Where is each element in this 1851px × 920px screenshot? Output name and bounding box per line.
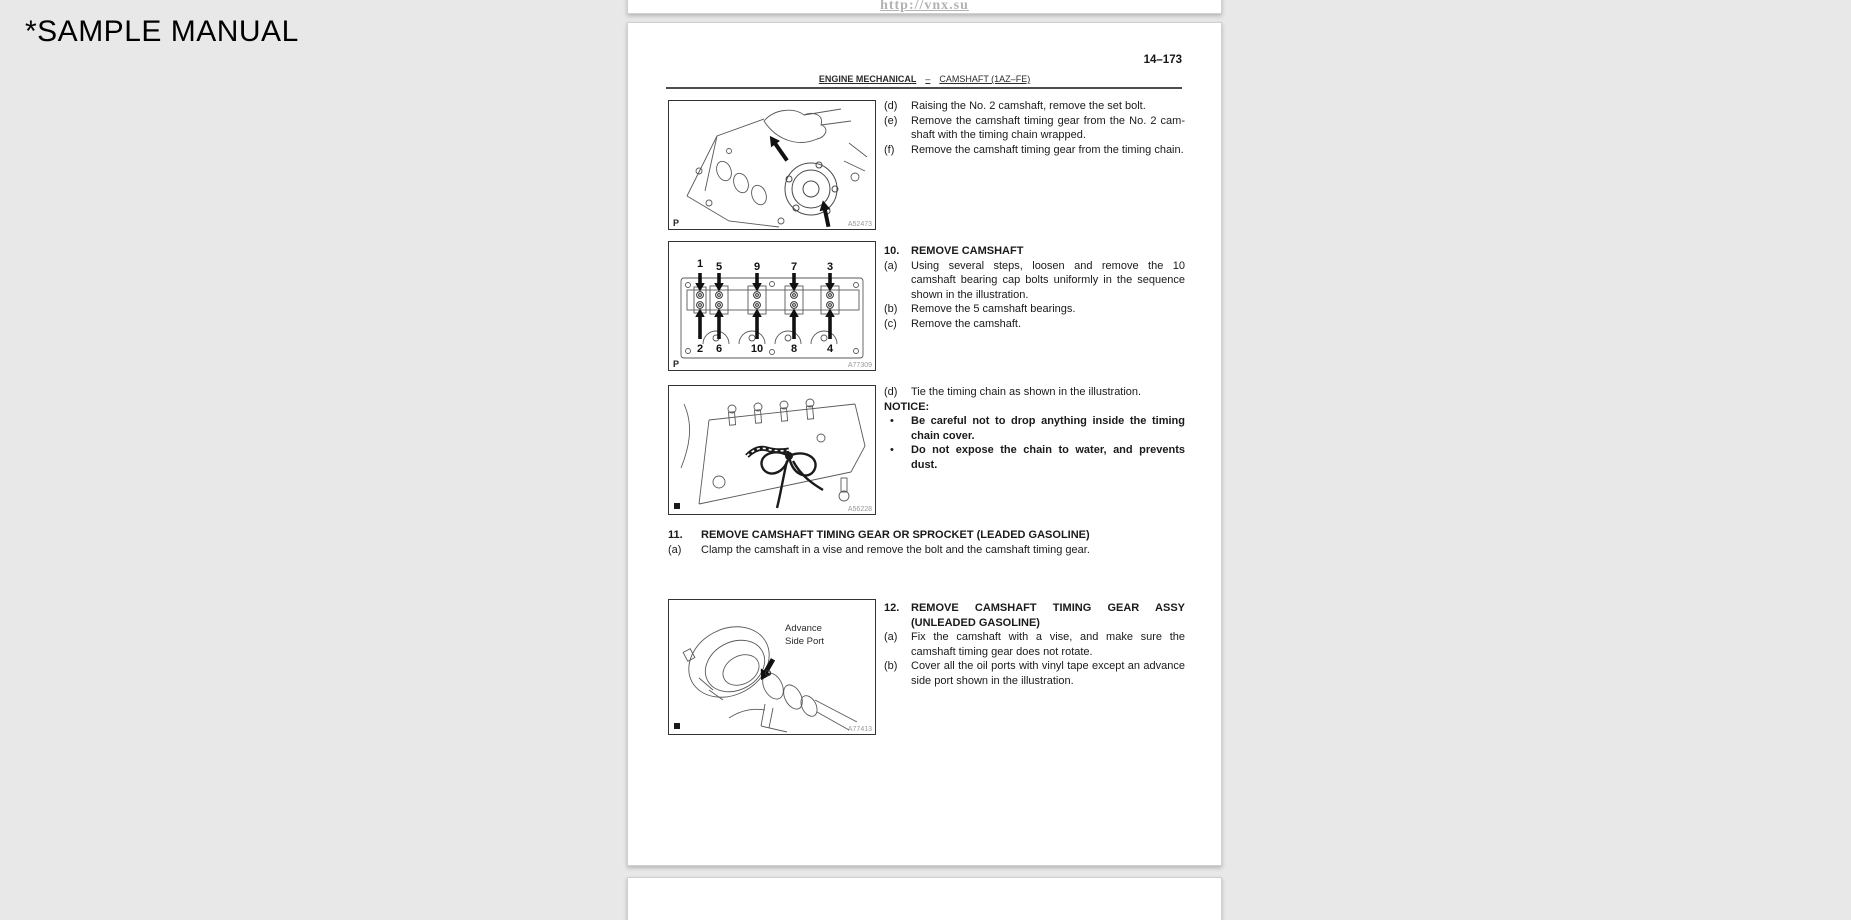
step-item — [884, 659, 1185, 688]
cap-bolts — [697, 292, 834, 309]
step-number: 10. — [884, 245, 900, 257]
step-marker: (e) — [884, 114, 898, 127]
step-text: Remove the camshaft. — [911, 317, 1022, 330]
step-title-line1: REMOVE CAMSHAFT TIMING GEAR ASSY — [911, 602, 1185, 614]
step-marker: (a) — [668, 543, 682, 556]
step-title-line2: (UNLEADED GASOLINE) — [911, 616, 1040, 629]
svg-text:10: 10 — [750, 343, 764, 355]
removal-steps-block — [884, 99, 1185, 157]
step-text: Remove the camshaft timing gear from the No. 2 cam-shaft with the timing chain wrapped. — [911, 114, 1185, 142]
head-outline — [681, 278, 863, 358]
step-marker: (f) — [884, 143, 895, 156]
arrow-icon — [765, 133, 834, 228]
step-text: Raising the No. 2 camshaft, remove the set bolt. — [911, 100, 1146, 112]
step-item — [668, 543, 1185, 558]
step-text: Remove the camshaft timing gear from the timing chain. — [911, 143, 1184, 156]
notice-item — [884, 414, 1185, 443]
step-text: Fix the camshaft with a vise, and make sure the camshaft timing gear does not rotate. — [911, 631, 1185, 658]
timing-gear-drawing — [669, 600, 875, 734]
step-title: REMOVE CAMSHAFT — [911, 245, 1024, 257]
step-title: REMOVE CAMSHAFT TIMING GEAR OR SPROCKET (LEADED GASOLINE) — [701, 529, 1090, 541]
bullet-marker: • — [890, 415, 894, 428]
step-number: 12. — [884, 602, 900, 614]
figure-timing-gear — [668, 599, 876, 735]
tie-chain-block — [884, 385, 1185, 473]
step10-block — [884, 244, 1185, 332]
figure-code: A56228 — [847, 506, 872, 513]
step-heading — [668, 528, 1185, 543]
step-item — [884, 302, 1185, 317]
advance-port-callout — [785, 623, 824, 647]
bullet-marker: • — [890, 444, 894, 457]
figure-raise-camshaft — [668, 100, 876, 230]
step-item — [884, 143, 1185, 158]
notice-item — [884, 443, 1185, 472]
step-marker: (d) — [884, 386, 898, 398]
step-text: Using several steps, loosen and remove the 10 camshaft bearing cap bolts uniformly in the sequence shown in the illustration. — [911, 259, 1185, 301]
svg-text:8: 8 — [790, 343, 798, 355]
engine-line-drawing — [669, 101, 875, 229]
engine-outline — [687, 109, 867, 227]
step-item — [884, 385, 1185, 400]
step-marker: (a) — [884, 259, 898, 272]
step-marker: (a) — [884, 631, 898, 644]
step-marker: (c) — [884, 317, 897, 330]
step-item — [884, 317, 1185, 332]
step-text: Remove the 5 camshaft bearings. — [911, 303, 1076, 316]
svg-text:6: 6 — [715, 343, 723, 355]
manual-page — [627, 22, 1222, 866]
svg-text:9: 9 — [753, 261, 761, 273]
step-item — [884, 630, 1185, 659]
header-section: ENGINE MECHANICAL — [818, 74, 917, 84]
chain-tied-drawing — [669, 386, 875, 514]
header-rule — [666, 87, 1182, 89]
svg-text:Side Port: Side Port — [785, 636, 825, 647]
figure-chain-tied — [668, 385, 876, 515]
sample-manual-label: *SAMPLE MANUAL — [25, 15, 299, 48]
step-heading — [884, 244, 1185, 259]
step-marker: (b) — [884, 660, 898, 673]
step-marker: (d) — [884, 100, 898, 112]
page-header — [628, 74, 1221, 84]
step12-block — [884, 601, 1185, 689]
svg-text:1: 1 — [696, 258, 704, 270]
notice-label: NOTICE: — [884, 400, 930, 413]
timing-gear-outline — [785, 162, 838, 215]
next-page-fragment — [627, 877, 1222, 920]
notice-text: Do not expose the chain to water, and prevents dust. — [911, 444, 1185, 471]
figure-bolt-sequence — [668, 241, 876, 371]
previous-page-fragment — [627, 0, 1222, 14]
figure-code: A77413 — [847, 726, 872, 733]
step-item — [884, 114, 1185, 143]
black-square-icon — [674, 723, 680, 729]
step-marker: (b) — [884, 303, 898, 316]
header-subsection: CAMSHAFT (1AZ–FE) — [939, 74, 1031, 84]
watermark-url-link[interactable]: http://vnx.su — [880, 0, 969, 13]
page-number: 14–173 — [1143, 54, 1182, 66]
svg-text:7: 7 — [790, 261, 798, 273]
notice-text: Be careful not to drop anything inside the timing chain cover. — [911, 415, 1185, 442]
cylinder-head-diagram — [669, 242, 875, 370]
svg-text:5: 5 — [715, 261, 723, 273]
step-text: Clamp the camshaft in a vise and remove the bolt and the camshaft timing gear. — [701, 543, 1090, 556]
chain-and-bow — [747, 448, 823, 508]
header-separator: – — [925, 74, 931, 84]
figure-corner-letter: P — [673, 218, 680, 228]
step-item — [884, 99, 1185, 114]
figure-code: A52473 — [847, 221, 872, 228]
step-heading — [884, 601, 1185, 630]
step-item — [884, 259, 1185, 303]
figure-code: A77309 — [847, 362, 872, 369]
black-square-icon — [674, 503, 680, 509]
step-text: Cover all the oil ports with vinyl tape except an advance side port shown in the illustration. — [911, 660, 1185, 687]
step-number: 11. — [668, 529, 683, 541]
svg-text:Advance: Advance — [785, 623, 822, 634]
svg-text:4: 4 — [826, 343, 834, 355]
svg-text:2: 2 — [696, 343, 704, 355]
svg-text:3: 3 — [826, 261, 834, 273]
figure-corner-letter: P — [673, 359, 680, 369]
step11-block — [668, 528, 1185, 557]
step-text: Tie the timing chain as shown in the illustration. — [911, 386, 1142, 398]
step-title — [911, 601, 1185, 630]
